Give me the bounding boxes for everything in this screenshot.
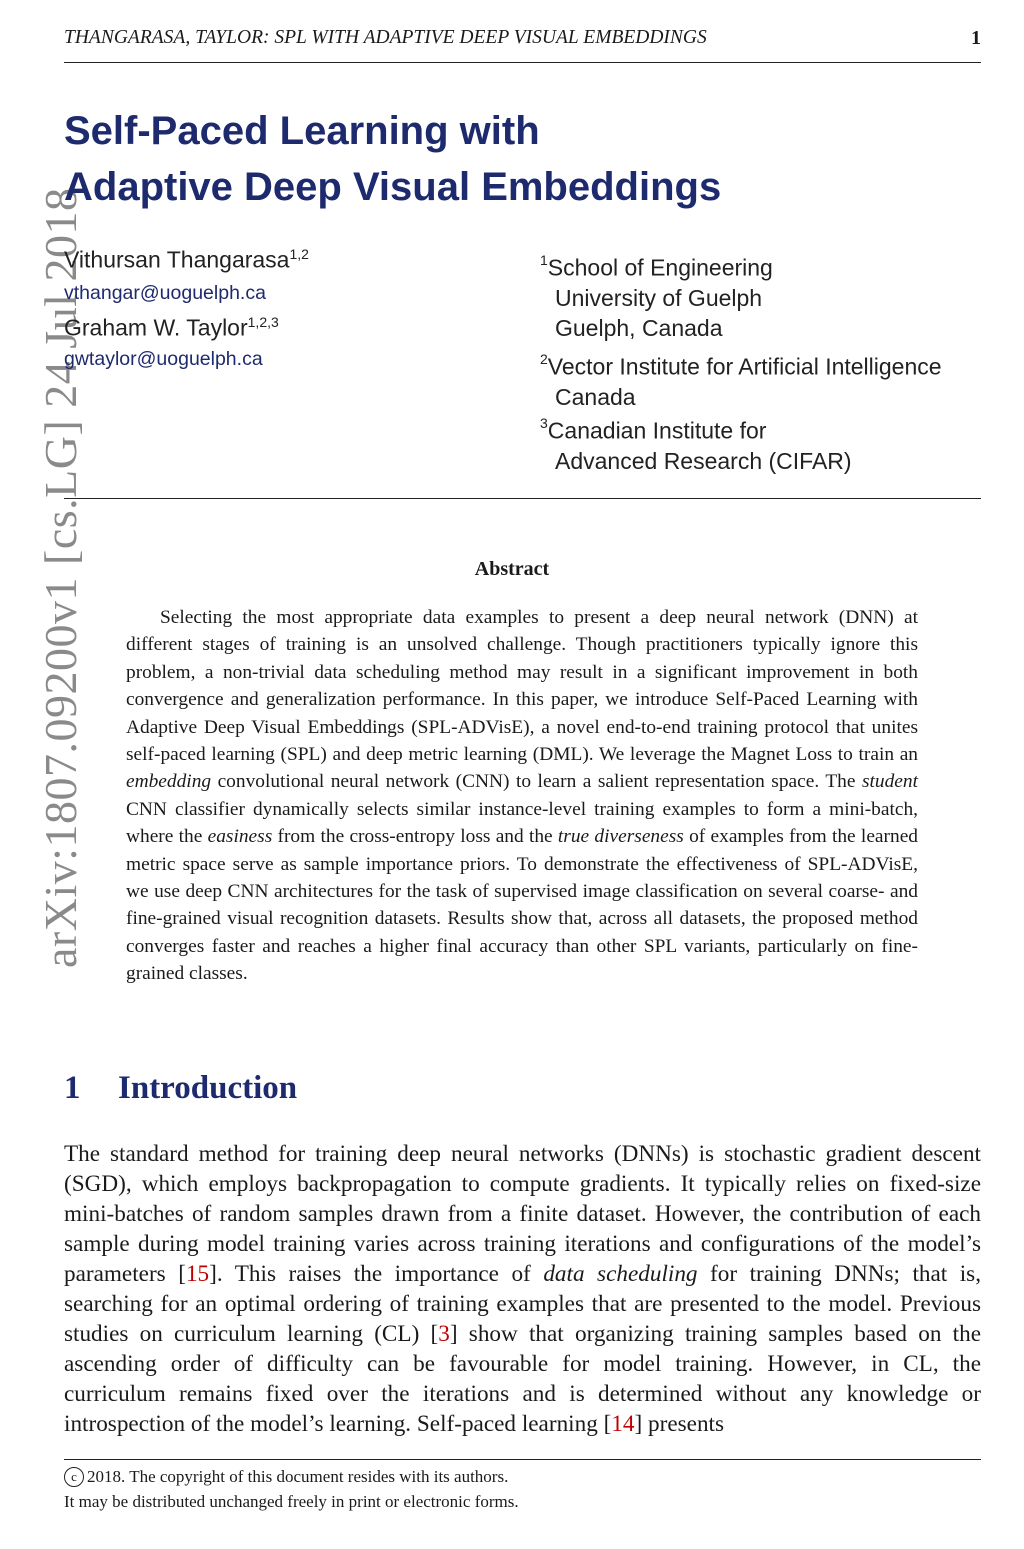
affiliation-3 (540, 410, 852, 476)
author-2-email[interactable]: gwtaylor@uoguelph.ca (64, 348, 263, 370)
section-heading-introduction (64, 1070, 297, 1107)
copyright-icon: c (64, 1467, 84, 1487)
running-head: THANGARASA, TAYLOR: SPL WITH ADAPTIVE DEEP VISUAL EMBEDDINGS (64, 27, 707, 48)
footnote-rule (64, 1459, 981, 1460)
abstract-paragraph: Selecting the most appropriate data examples to present a deep neural network (DNN) at different stages of training is an unsolved challenge. Though practitioners typically ignore this problem, a non-trivial data scheduling method may result in a significant improvement in both convergence and generalization performance. In this paper, we introduce Self-Paced Learning with Adaptive Deep Visual Embeddings (SPL-ADVisE), a novel end-to-end training protocol that unites self-paced learning (SPL) and deep metric learning (DML). We leverage the Magnet Loss to train an embedding convolutional neural network (CNN) to learn a salient representation space. The student CNN classifier dynamically selects similar instance-level training examples to form a mini-batch, where the easiness from the cross-entropy loss and the true diverseness of examples from the learned metric space serve as sample importance priors. To demonstrate the effectiveness of SPL-ADVisE, we use deep CNN architectures for the task of supervised image classification on several coarse- and fine-grained visual recognition datasets. Results show that, across all datasets, the proposed method converges faster and reaches a higher final accuracy than other SPL variants, particularly on fine-grained classes. (126, 607, 918, 985)
affil-1-num: 1 (540, 252, 548, 268)
citation-link[interactable]: 14 (611, 1411, 635, 1437)
author-1-email[interactable]: vthangar@uoguelph.ca (64, 282, 266, 304)
abstract-body (126, 604, 918, 988)
introduction-body (64, 1139, 981, 1439)
affil-2-line-1: Vector Institute for Artificial Intelligence (547, 353, 942, 380)
author-1-name: Vithursan Thangarasa (64, 246, 290, 273)
abstract-heading: Abstract (474, 558, 550, 580)
title-block-rule (64, 498, 981, 499)
affil-2-line-2: Canada (555, 383, 636, 410)
affil-3-line-2: Advanced Research (CIFAR) (555, 447, 852, 474)
citation-link[interactable]: 3 (438, 1321, 450, 1347)
citation-link[interactable]: 15 (185, 1261, 210, 1287)
header-rule (64, 62, 981, 63)
title-line-1: Self-Paced Learning with (64, 109, 540, 153)
section-number: 1 (64, 1070, 81, 1106)
affil-3-num: 3 (540, 415, 548, 431)
affil-2-num: 2 (540, 351, 548, 367)
affiliation-1 (540, 247, 773, 343)
author-2-name: Graham W. Taylor (64, 314, 248, 341)
author-2 (64, 314, 279, 342)
affiliation-2 (540, 346, 942, 412)
paper-title (64, 103, 721, 215)
section-title: Introduction (118, 1070, 298, 1106)
author-1 (64, 246, 309, 274)
introduction-paragraph: The standard method for training deep neural networks (DNNs) is stochastic gradient descent (SGD), which employs backpropagation to compute gradients. It typically relies on fixed-size mini-batches of random samples drawn from a finite dataset. However, the contribution of each sample during model training varies across training iterations and configurations of the model’s parameters [15]. This raises the importance of data scheduling for training DNNs; that is, searching for an optimal ordering of training examples that are presented to the model. Previous studies on curriculum learning (CL) [3] show that organizing training samples based on the ascending order of difficulty can be favourable for model training. However, in CL, the curriculum remains fixed over the iterations and is determined without any knowledge or introspection of the model’s learning. Self-paced learning [14] presents (64, 1141, 982, 1437)
copyright-text: 2018. The copyright of this document resides with its authors. (87, 1467, 509, 1486)
affil-3-line-1: Canadian Institute for (547, 417, 767, 444)
affil-1-line-2: University of Guelph (555, 284, 763, 311)
title-line-2: Adaptive Deep Visual Embeddings (64, 165, 722, 209)
author-1-sup: 1,2 (289, 246, 309, 262)
page-number: 1 (971, 27, 981, 49)
author-2-sup: 1,2,3 (247, 314, 279, 330)
affil-1-line-3: Guelph, Canada (555, 314, 723, 341)
affil-1-line-1: School of Engineering (547, 254, 773, 281)
arxiv-stamp: arXiv:1807.09200v1 [cs.LG] 24 Jul 2018 (35, 187, 86, 968)
copyright-line-1 (64, 1464, 508, 1489)
copyright-line-2: It may be distributed unchanged freely in print or electronic forms. (64, 1492, 519, 1511)
